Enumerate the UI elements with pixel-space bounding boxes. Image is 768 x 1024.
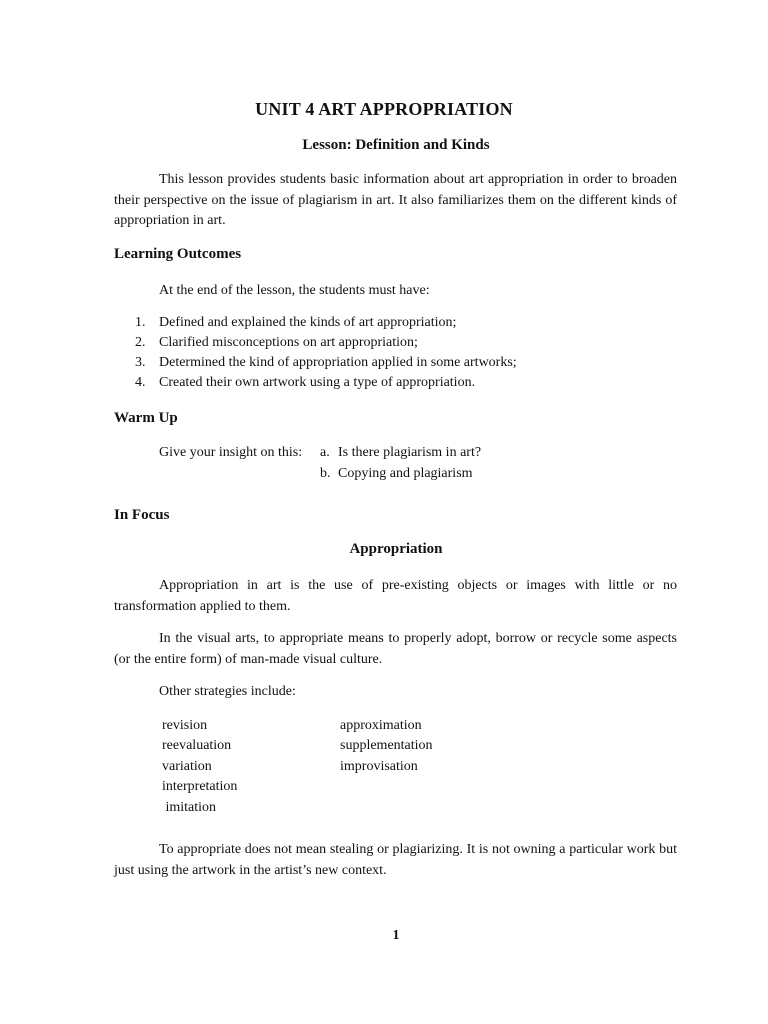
- learning-outcomes-lead: At the end of the lesson, the students must have:: [159, 283, 430, 298]
- strategy-item: supplementation: [340, 738, 433, 753]
- outcome-item: Clarified misconceptions on art appropriation;: [159, 335, 418, 350]
- page-number: 1: [392, 928, 400, 943]
- warm-up-prompt: Give your insight on this:: [159, 445, 303, 460]
- unit-title: UNIT 4 ART APPROPRIATION: [255, 99, 513, 119]
- outcome-number: 2.: [135, 335, 146, 350]
- strategy-item: imitation: [162, 800, 217, 815]
- outcome-item: Created their own artwork using a type of appropriation.: [159, 375, 476, 390]
- intro-paragraph: This lesson provides students basic information about art appropriation in order to broaden their perspective on the issue of plagiarism in art. It also familiarizes them on the different kinds of appropriation in art.: [114, 172, 677, 228]
- warm-up-heading: Warm Up: [114, 410, 178, 426]
- appropriation-paragraph-3: To appropriate does not mean stealing or plagiarizing. It is not owning a particular work but just using the artwork in the artist’s new context.: [114, 842, 677, 878]
- warm-up-option-b-label: b.: [320, 466, 331, 481]
- outcome-number: 1.: [135, 315, 146, 330]
- strategy-item: approximation: [340, 718, 422, 733]
- appropriation-heading: Appropriation: [349, 541, 443, 557]
- warm-up-option-b: Copying and plagiarism: [338, 466, 473, 481]
- appropriation-paragraph-2: In the visual arts, to appropriate means to properly adopt, borrow or recycle some aspects (or the entire form) of man-made visual culture.: [114, 631, 677, 667]
- strategy-item: improvisation: [340, 759, 418, 774]
- outcome-item: Determined the kind of appropriation applied in some artworks;: [159, 355, 517, 370]
- in-focus-heading: In Focus: [114, 507, 170, 523]
- outcome-number: 3.: [135, 355, 146, 370]
- outcome-item: Defined and explained the kinds of art appropriation;: [159, 315, 457, 330]
- strategy-item: variation: [162, 759, 212, 774]
- learning-outcomes-heading: Learning Outcomes: [114, 246, 242, 262]
- appropriation-paragraph-1: Appropriation in art is the use of pre-existing objects or images with little or no transformation applied to them.: [114, 578, 677, 614]
- strategy-item: revision: [162, 718, 208, 733]
- strategies-lead: Other strategies include:: [159, 684, 296, 699]
- lesson-title: Lesson: Definition and Kinds: [302, 137, 490, 153]
- warm-up-option-a-label: a.: [320, 445, 330, 460]
- strategy-item: interpretation: [162, 779, 238, 794]
- outcome-number: 4.: [135, 375, 146, 390]
- strategy-item: reevaluation: [162, 738, 232, 753]
- warm-up-option-a: Is there plagiarism in art?: [338, 445, 482, 460]
